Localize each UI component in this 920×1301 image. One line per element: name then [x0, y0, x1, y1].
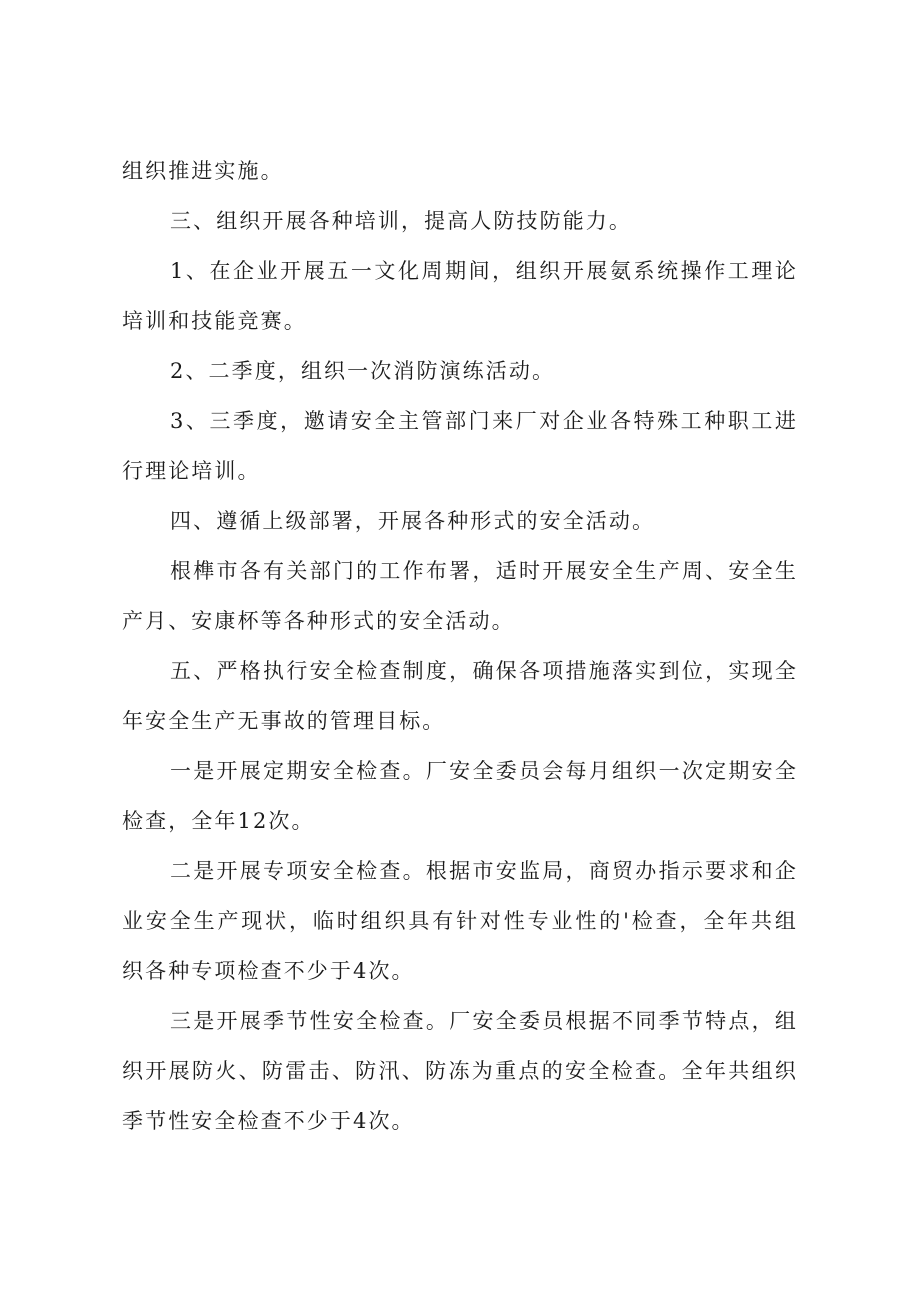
paragraph-seasonal-inspection: 三是开展季节性安全检查。厂安全委员根据不同季节特点，组织开展防火、防雷击、防汛、防冻为重点的安全检查。全年共组织季节性安全检查不少于4次。: [122, 1009, 798, 1133]
section-heading-3: 三、组织开展各种培训，提高人防技防能力。: [170, 209, 632, 233]
paragraph-special-inspection: 二是开展专项安全检查。根据市安监局，商贸办指示要求和企业安全生产现状，临时组织具有针对性专业性的'检查，全年共组织各种专项检查不少于4次。: [122, 859, 798, 983]
paragraph-continuation: 组织推进实施。: [122, 159, 284, 183]
document-body: [122, 146, 798, 1146]
list-item-3: 3、三季度，邀请安全主管部门来厂对企业各特殊工种职工进行理论培训。: [122, 409, 798, 483]
paragraph-activities: 根榫市各有关部门的工作布署，适时开展安全生产周、安全生产月、安康杯等各种形式的安全活动。: [122, 559, 798, 633]
paragraph-regular-inspection: 一是开展定期安全检查。厂安全委员会每月组织一次定期安全检查，全年12次。: [122, 759, 798, 833]
list-item-1: 1、在企业开展五一文化周期间，组织开展氨系统操作工理论培训和技能竞赛。: [122, 259, 798, 333]
list-item-2: 2、二季度，组织一次消防演练活动。: [170, 359, 556, 383]
section-heading-4: 四、遵循上级部署，开展各种形式的安全活动。: [170, 509, 656, 533]
section-heading-5: 五、严格执行安全检查制度，确保各项措施落实到位，实现全年安全生产无事故的管理目标。: [122, 659, 798, 733]
